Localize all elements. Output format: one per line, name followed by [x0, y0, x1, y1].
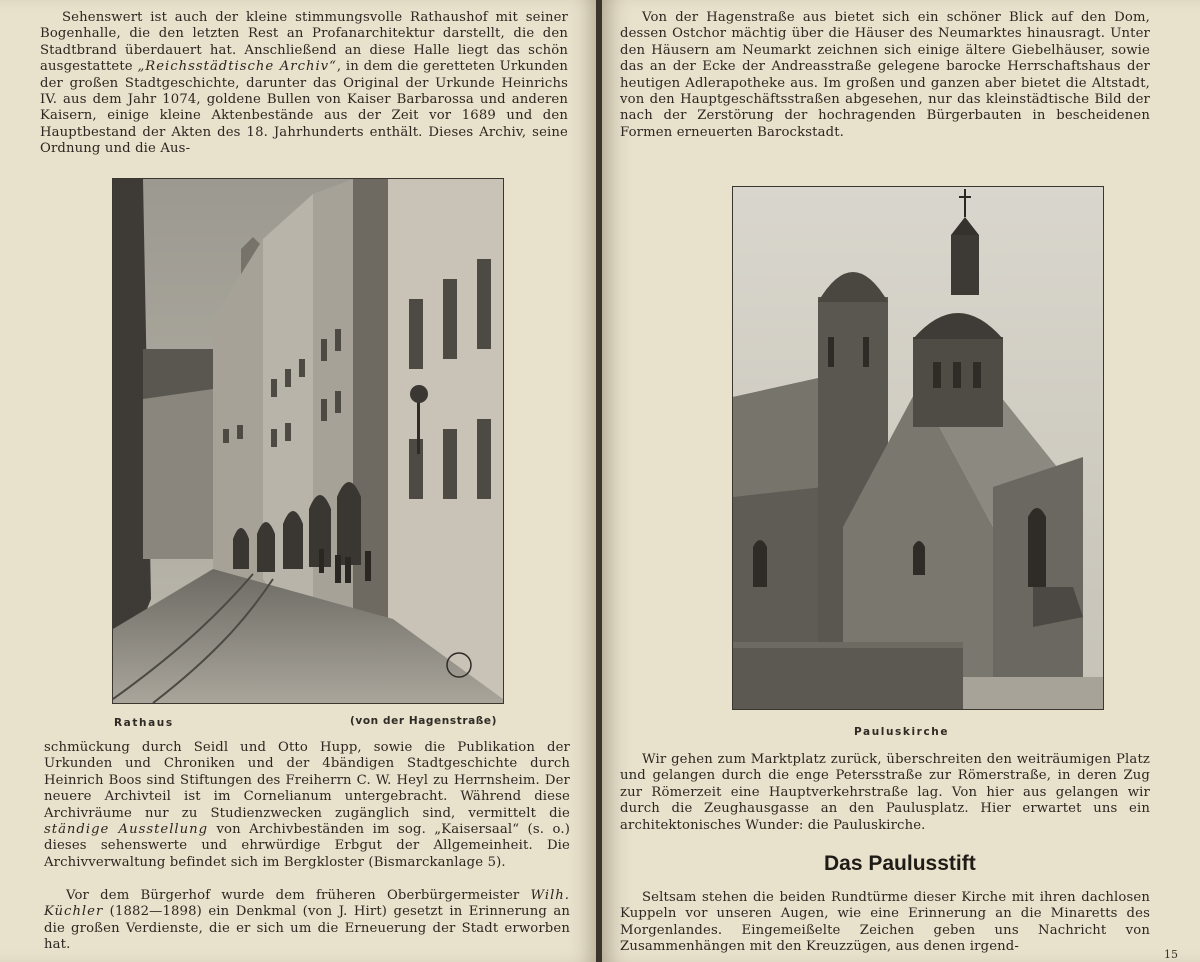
section-heading: Das Paulusstift [824, 852, 976, 875]
rathaus-illustration [113, 179, 503, 703]
right-page [602, 0, 1200, 962]
pauluskirche-photo [732, 186, 1104, 710]
left-top-paragraph [40, 10, 568, 158]
pauluskirche-illustration [733, 187, 1103, 709]
rathaus-caption-right: (von der Hagenstraße) [350, 715, 498, 727]
rathaus-photo [112, 178, 504, 704]
left-bottom-paragraph-2 [44, 888, 570, 954]
left-bottom-text-2-rest: (1882—1898) ein Denkmal (von J. Hirt) gesetzt in Erinnerung an die großen Verdienste, die er sich um die Erneuerung der Stadt erworben hat. [44, 904, 570, 953]
left-top-emphasis: „Reichsstädtische Archiv“ [137, 59, 337, 75]
right-bottom-paragraph: Seltsam stehen die beiden Rundtürme dieser Kirche mit ihren dachlosen Kuppeln vor unseren Augen, wie eine Erinnerung an die Minaretts des Morgenlandes. Eingemeißelte Zeichen geben uns Nachricht von Zusammenhängen mit den Kreuzzügen, aus denen irgend- [620, 890, 1150, 955]
left-bottom-paragraph-1 [44, 740, 570, 871]
right-middle-paragraph: Wir gehen zum Marktplatz zurück, überschreiten den weiträumigen Platz und gelangen durch die enge Petersstraße zur Römerstraße, in deren Zug zur Römerzeit eine Hauptverkehrstraße lag. Von hier aus gelangen wir durch die Zeughausgasse an den Paulusplatz. Hier erwartet uns ein architektonisches Wunder: die Pauluskirche. [620, 752, 1150, 833]
left-bottom-text-1: schmückung durch Seidl und Otto Hupp, sowie die Publikation der Urkunden und Chroniken und der 4bändigen Stadtgeschichte durch Heinrich Boos sind Stiftungen des Freiherrn C. W. Heyl zu Herrnsheim. Der neuere Archivteil ist im Cornelianum untergebracht. Während diese Archivräume nur zu Studienzwecken zugänglich sind, vermittelt die [44, 740, 570, 821]
left-bottom-text-1-rest: von Archivbeständen im sog. „Kaisersaal“ (s. o.) dieses sehenswerte und ehrwürdige Erbgut der Allgemeinheit. Die Archivverwaltung befindet sich im Bergkloster (Bismarckanlage 5). [44, 822, 570, 870]
left-top-text: Sehenswert ist auch der kleine stimmungsvolle Rathaushof mit seiner Bogenhalle, die den letzten Rest an Profanarchitektur darstellt, die den Stadtbrand überdauert hat. Anschließend an diese Halle liegt das schön ausgestattete [40, 10, 568, 75]
left-top-text-rest: , in dem die geretteten Urkunden der großen Stadtgeschichte, darunter das Original der Urkunde Heinrichs IV. aus dem Jahr 1074, goldene Bullen von Kaiser Barbarossa und anderen Kaisern, einige kleine Aktenbestände aus der Zeit vor 1689 und den Hauptbestand der Akten des 18. Jahrhunderts enthält. Dieses Archiv, seine Ordnung und die Aus- [40, 59, 568, 157]
page-number: 15 [1164, 948, 1178, 961]
right-top-paragraph: Von der Hagenstraße aus bietet sich ein schöner Blick auf den Dom, dessen Ostchor mächtig über die Häuser des Neumarktes hinausragt. Unter den Häusern am Neumarkt zeichnen sich einige ältere Giebelhäuser, sowie das an der Ecke der Andreasstraße gelegene barocke Herrschaftshaus der heutigen Adlerapotheke aus. Im großen und ganzen aber bietet die Altstadt, von den Hauptgeschäftsstraßen abgesehen, nur das kleinstädtische Bild der nach der Zerstörung der hochragenden Bürgerbauten in bescheidenen Formen erneuerten Barockstadt. [620, 10, 1150, 140]
pauluskirche-caption: Pauluskirche [854, 726, 950, 738]
left-bottom-emphasis-1: ständige Ausstellung [44, 822, 209, 838]
left-bottom-emphasis-2: Wilh. Küchler [44, 888, 570, 920]
rathaus-caption-left: Rathaus [114, 717, 174, 729]
left-bottom-text-2: Vor dem Bürgerhof wurde dem früheren Oberbürgermeister [66, 888, 531, 903]
left-page [0, 0, 598, 962]
